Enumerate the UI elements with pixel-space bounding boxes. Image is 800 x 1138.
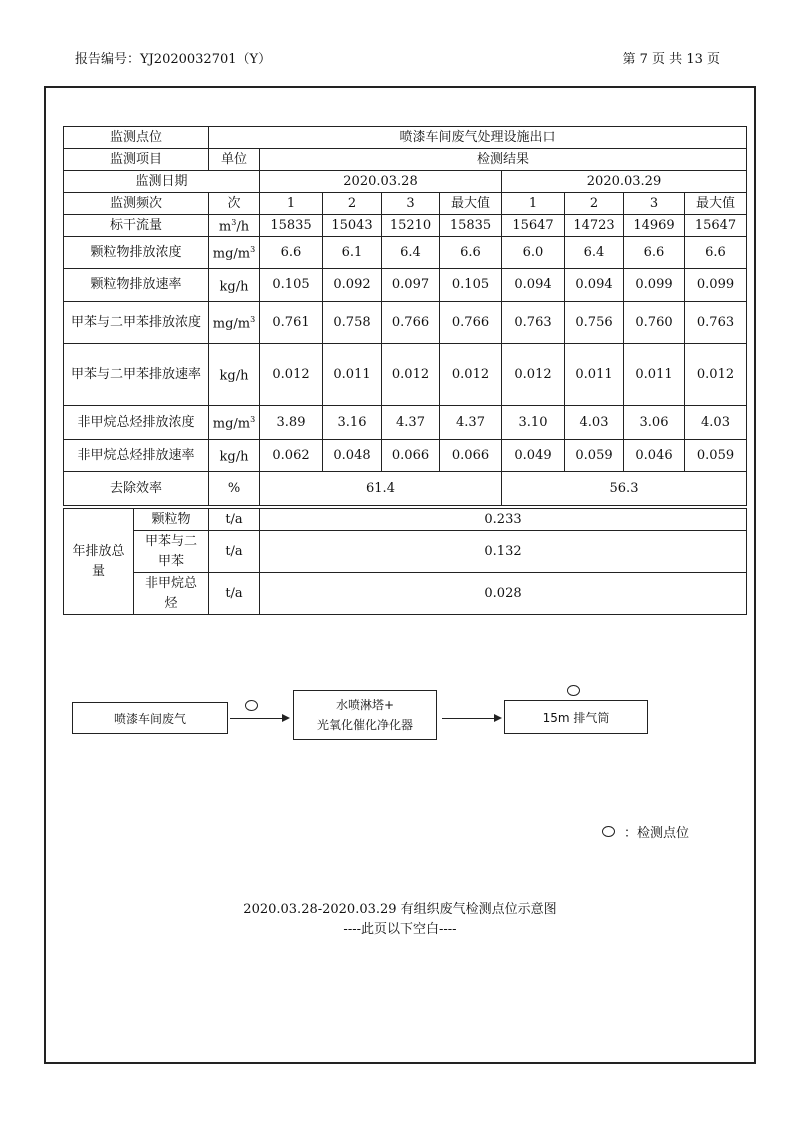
value-cell: 0.059 (565, 440, 624, 472)
row-unit: kg/h (209, 269, 260, 302)
table-row (64, 215, 747, 237)
value-cell: 4.37 (382, 406, 440, 440)
annual-row-unit: t/a (209, 573, 260, 615)
efficiency-2: 56.3 (502, 472, 747, 506)
annual-emission-table (63, 508, 747, 615)
table-row (64, 269, 747, 302)
freq-cell: 2 (323, 193, 382, 215)
value-cell: 0.092 (323, 269, 382, 302)
page-number: 第 7 页 共 13 页 (622, 52, 720, 67)
value-cell: 14969 (624, 215, 685, 237)
efficiency-unit: % (209, 472, 260, 506)
diagram-caption: 2020.03.28-2020.03.29 有组织废气检测点位示意图 (243, 902, 557, 917)
table-row (64, 344, 747, 406)
source-box: 喷漆车间废气 (72, 702, 228, 734)
value-cell: 4.37 (440, 406, 502, 440)
row-name: 非甲烷总烃排放速率 (64, 440, 209, 472)
value-cell: 15647 (685, 215, 747, 237)
value-cell: 3.10 (502, 406, 565, 440)
value-cell: 0.097 (382, 269, 440, 302)
date-label: 监测日期 (64, 171, 260, 193)
freq-label: 监测频次 (64, 193, 209, 215)
blank-page-note: ----此页以下空白---- (343, 922, 457, 937)
value-cell: 15210 (382, 215, 440, 237)
value-cell: 0.094 (565, 269, 624, 302)
stack-box: 15m 排气筒 (504, 700, 648, 734)
annual-row-value: 0.233 (260, 509, 747, 531)
result-label: 检测结果 (260, 149, 747, 171)
value-cell: 0.012 (440, 344, 502, 406)
value-cell: 0.094 (502, 269, 565, 302)
row-name: 非甲烷总烃排放浓度 (64, 406, 209, 440)
value-cell: 0.066 (382, 440, 440, 472)
row-name: 甲苯与二甲苯排放浓度 (64, 302, 209, 344)
date-2: 2020.03.29 (502, 171, 747, 193)
row-unit: kg/h (209, 440, 260, 472)
value-cell: 0.012 (260, 344, 323, 406)
value-cell: 15647 (502, 215, 565, 237)
value-cell: 6.1 (323, 237, 382, 269)
value-cell: 6.4 (382, 237, 440, 269)
freq-cell: 最大值 (685, 193, 747, 215)
value-cell: 0.760 (624, 302, 685, 344)
row-name: 甲苯与二甲苯排放速率 (64, 344, 209, 406)
efficiency-1: 61.4 (260, 472, 502, 506)
value-cell: 0.011 (624, 344, 685, 406)
value-cell: 0.011 (565, 344, 624, 406)
annual-label: 年排放总量 (64, 509, 134, 615)
treatment-box: 水喷淋塔+ 光氧化催化净化器 (293, 690, 437, 740)
value-cell: 3.89 (260, 406, 323, 440)
efficiency-label: 去除效率 (64, 472, 209, 506)
value-cell: 0.105 (260, 269, 323, 302)
value-cell: 0.059 (685, 440, 747, 472)
value-cell: 15835 (440, 215, 502, 237)
annual-row-value: 0.132 (260, 531, 747, 573)
row-unit: $mg/m^3$ (209, 406, 260, 440)
date-1: 2020.03.28 (260, 171, 502, 193)
freq-cell: 1 (502, 193, 565, 215)
item-label: 监测项目 (64, 149, 209, 171)
value-cell: 0.758 (323, 302, 382, 344)
value-cell: 15043 (323, 215, 382, 237)
value-cell: 0.766 (440, 302, 502, 344)
freq-cell: 1 (260, 193, 323, 215)
freq-cell: 最大值 (440, 193, 502, 215)
row-unit: $mg/m^3$ (209, 302, 260, 344)
table-row (64, 302, 747, 344)
value-cell: 0.011 (323, 344, 382, 406)
value-cell: 6.6 (260, 237, 323, 269)
annual-row-value: 0.028 (260, 573, 747, 615)
monitoring-results-table (63, 126, 747, 506)
row-unit: $mg/m^3$ (209, 237, 260, 269)
value-cell: 0.766 (382, 302, 440, 344)
value-cell: 0.012 (382, 344, 440, 406)
unit-label: 单位 (209, 149, 260, 171)
annual-row-name: 甲苯与二甲苯 (134, 531, 209, 573)
value-cell: 14723 (565, 215, 624, 237)
value-cell: 0.763 (685, 302, 747, 344)
monitoring-point-legend-icon (602, 826, 615, 837)
location-value: 喷漆车间废气处理设施出口 (209, 127, 747, 149)
value-cell: 0.756 (565, 302, 624, 344)
value-cell: 4.03 (685, 406, 747, 440)
value-cell: 0.099 (685, 269, 747, 302)
value-cell: 3.06 (624, 406, 685, 440)
annual-row-unit: t/a (209, 509, 260, 531)
value-cell: 0.046 (624, 440, 685, 472)
table-row (64, 237, 747, 269)
value-cell: 0.066 (440, 440, 502, 472)
freq-cell: 3 (382, 193, 440, 215)
value-cell: 0.062 (260, 440, 323, 472)
legend-text: ：检测点位 (624, 826, 690, 841)
value-cell: 0.049 (502, 440, 565, 472)
row-unit: $m^3/h$ (209, 215, 260, 237)
annual-row-name: 非甲烷总烃 (134, 573, 209, 615)
annual-row-unit: t/a (209, 531, 260, 573)
table-row (64, 440, 747, 472)
value-cell: 0.099 (624, 269, 685, 302)
annual-row-name: 颗粒物 (134, 509, 209, 531)
value-cell: 0.012 (685, 344, 747, 406)
location-label: 监测点位 (64, 127, 209, 149)
report-number: 报告编号：YJ2020032701（Y） (75, 52, 272, 67)
value-cell: 6.6 (440, 237, 502, 269)
value-cell: 6.0 (502, 237, 565, 269)
freq-cell: 2 (565, 193, 624, 215)
value-cell: 6.6 (685, 237, 747, 269)
value-cell: 0.012 (502, 344, 565, 406)
row-name: 标干流量 (64, 215, 209, 237)
monitoring-point-icon (567, 685, 580, 696)
freq-cell: 3 (624, 193, 685, 215)
freq-unit: 次 (209, 193, 260, 215)
value-cell: 6.4 (565, 237, 624, 269)
row-unit: kg/h (209, 344, 260, 406)
flow-arrow (230, 718, 288, 719)
row-name: 颗粒物排放速率 (64, 269, 209, 302)
value-cell: 0.105 (440, 269, 502, 302)
value-cell: 0.048 (323, 440, 382, 472)
table-row (64, 406, 747, 440)
value-cell: 15835 (260, 215, 323, 237)
value-cell: 3.16 (323, 406, 382, 440)
flow-arrow (442, 718, 500, 719)
value-cell: 0.763 (502, 302, 565, 344)
value-cell: 0.761 (260, 302, 323, 344)
value-cell: 4.03 (565, 406, 624, 440)
value-cell: 6.6 (624, 237, 685, 269)
row-name: 颗粒物排放浓度 (64, 237, 209, 269)
table-row (64, 472, 747, 506)
monitoring-point-icon (245, 700, 258, 711)
